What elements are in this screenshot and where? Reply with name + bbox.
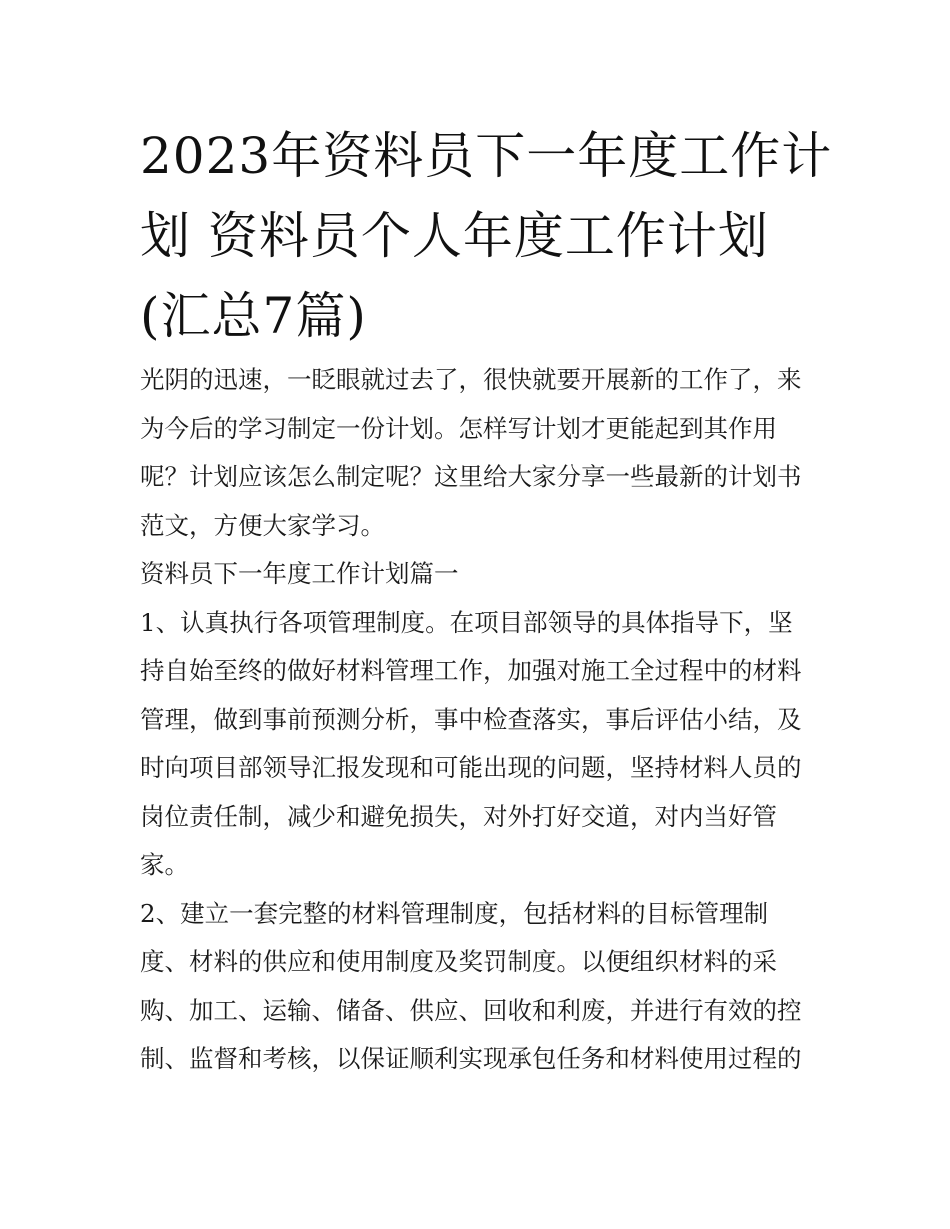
body-line: 时向项目部领导汇报发现和可能出现的问题，坚持材料人员的 [140,753,802,782]
body-line: 家。 [140,850,189,879]
document-title [140,116,833,356]
document-body [140,356,820,1084]
body-line: 岗位责任制，减少和避免损失，对外打好交道，对内当好管 [140,801,777,831]
title-line: (汇总7篇) [140,287,367,345]
body-line: 制、监督和考核，以保证顺利实现承包任务和材料使用过程的 [140,1044,802,1073]
body-line: 2、建立一套完整的材料管理制度，包括材料的目标管理制 [140,898,769,928]
section-heading: 资料员下一年度工作计划篇一 [140,559,459,588]
body-line: 光阴的迅速，一眨眼就过去了，很快就要开展新的工作了，来 [140,365,802,394]
title-line: 2023年资料员下一年度工作计 [140,127,833,185]
body-line: 1、认真执行各项管理制度。在项目部领导的具体指导下，坚 [140,607,793,637]
body-line: 持自始至终的做好材料管理工作，加强对施工全过程中的材料 [140,656,802,685]
body-line: 为今后的学习制定一份计划。怎样写计划才更能起到其作用 [140,413,777,443]
body-line: 管理，做到事前预测分析，事中检查落实，事后评估小结，及 [140,704,802,734]
body-line: 范文，方便大家学习。 [140,510,385,540]
title-line: 划 资料员个人年度工作计划 [140,207,769,265]
body-line: 呢？计划应该怎么制定呢？这里给大家分享一些最新的计划书 [140,462,802,491]
body-line: 度、材料的供应和使用制度及奖罚制度。以便组织材料的采 [140,947,777,976]
body-line: 购、加工、运输、储备、供应、回收和利废，并进行有效的控 [140,995,802,1025]
